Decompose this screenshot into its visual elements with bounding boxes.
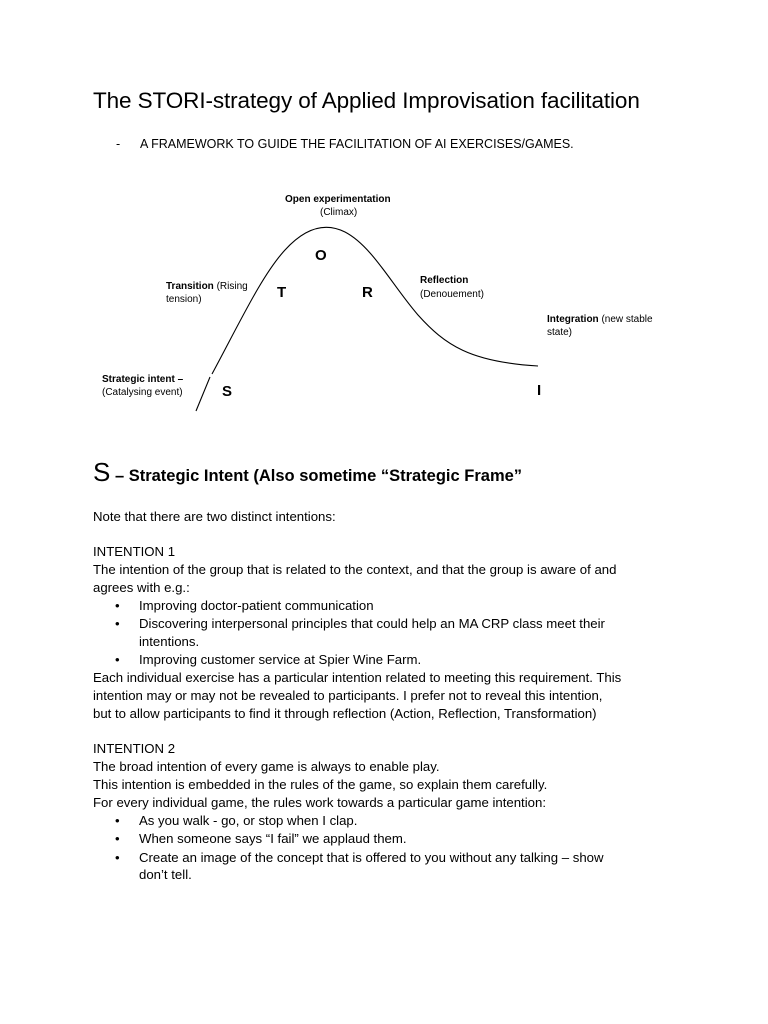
section-big-letter: S bbox=[93, 457, 111, 487]
list-item: When someone says “I fail” we applaud them. bbox=[139, 831, 407, 846]
intention2-text-line1: The broad intention of every game is always to enable play. bbox=[93, 759, 440, 774]
catalysing-event-label: (Catalysing event) bbox=[102, 387, 183, 398]
denouement-label: (Denouement) bbox=[420, 289, 484, 300]
note-paragraph: Note that there are two distinct intentions: bbox=[93, 509, 336, 524]
bullet-marker: • bbox=[115, 831, 120, 846]
stori-diagram bbox=[0, 185, 768, 425]
strategic-intent-label: Strategic intent – bbox=[102, 374, 184, 385]
letter-r: R bbox=[362, 284, 373, 301]
stable-state-label: state) bbox=[547, 327, 573, 338]
list-item: Improving doctor-patient communication bbox=[139, 598, 374, 613]
transition-label: Transition (Rising bbox=[166, 281, 248, 292]
intention2-text-line2: This intention is embedded in the rules of the game, so explain them carefully. bbox=[93, 777, 548, 792]
list-item-continuation: don’t tell. bbox=[139, 867, 192, 882]
document-subtitle: A FRAMEWORK TO GUIDE THE FACILITATION OF AI EXERCISES/GAMES. bbox=[140, 137, 574, 151]
list-item-continuation: intentions. bbox=[139, 634, 200, 649]
section-heading-text: – Strategic Intent (Also sometime “Strategic Frame” bbox=[114, 467, 523, 485]
list-item: Create an image of the concept that is offered to you without any talking – show bbox=[139, 850, 604, 865]
bullet-marker: • bbox=[115, 652, 120, 667]
document-title: The STORI-strategy of Applied Improvisation facilitation bbox=[93, 88, 640, 113]
list-item: Discovering interpersonal principles that could help an MA CRP class meet their bbox=[139, 616, 605, 631]
stori-curve bbox=[212, 227, 538, 374]
letter-t: T bbox=[277, 284, 287, 301]
bullet-marker: • bbox=[115, 598, 120, 613]
letter-i: I bbox=[537, 382, 542, 399]
bullet-marker: • bbox=[115, 850, 120, 865]
list-item: Improving customer service at Spier Wine Farm. bbox=[139, 652, 422, 667]
paragraph-line: intention may or may not be revealed to participants. I prefer not to reveal this intention, bbox=[93, 688, 603, 703]
paragraph-line: Each individual exercise has a particular intention related to meeting this requirement. This bbox=[93, 670, 622, 685]
paragraph-line: but to allow participants to find it through reflection (Action, Reflection, Transformation) bbox=[93, 706, 597, 721]
integration-label: Integration (new stable bbox=[547, 314, 653, 325]
bullet-marker: • bbox=[115, 616, 120, 631]
climax-label: (Climax) bbox=[320, 207, 358, 218]
stori-start-segment bbox=[196, 377, 210, 411]
section-heading bbox=[93, 457, 522, 488]
intention1-text-line1: The intention of the group that is related to the context, and that the group is aware of and bbox=[93, 562, 617, 577]
list-dash: - bbox=[116, 137, 121, 151]
intention2-text-line3: For every individual game, the rules work towards a particular game intention: bbox=[93, 795, 546, 810]
intention2-title: INTENTION 2 bbox=[93, 741, 176, 756]
bullet-marker: • bbox=[115, 813, 120, 828]
open-experimentation-label: Open experimentation bbox=[285, 194, 391, 205]
rising-tension-label: tension) bbox=[166, 294, 202, 305]
intention1-title: INTENTION 1 bbox=[93, 544, 176, 559]
list-item: As you walk - go, or stop when I clap. bbox=[139, 813, 358, 828]
intention1-text-line2: agrees with e.g.: bbox=[93, 580, 190, 595]
letter-s: S bbox=[222, 383, 233, 400]
letter-o: O bbox=[315, 247, 327, 264]
reflection-label: Reflection bbox=[420, 275, 469, 286]
